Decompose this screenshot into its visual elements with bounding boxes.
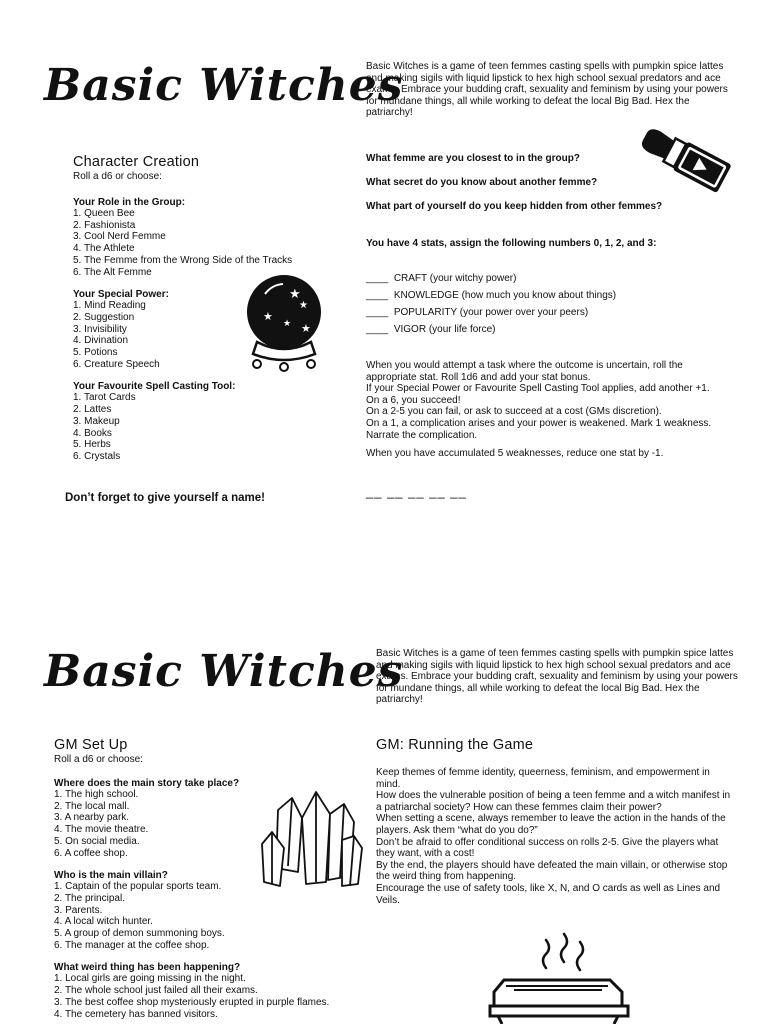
list-item: 6. The manager at the coffee shop.: [54, 939, 210, 951]
crystals-icon: [258, 788, 364, 890]
tool-heading: Your Favourite Spell Casting Tool:: [73, 381, 236, 393]
list-item: 3. Makeup: [73, 415, 120, 427]
question-item: What part of yourself do you keep hidden from other femmes?: [366, 201, 663, 212]
list-item: 1. The high school.: [54, 789, 139, 800]
bottom-logo: Basic Witches: [44, 646, 404, 697]
list-item: 1. Queen Bee: [73, 208, 135, 219]
rule-line: If your Special Power or Favourite Spell Casting Tool applies, add another +1.: [366, 383, 710, 395]
svg-text:★: ★: [301, 322, 311, 335]
svg-text:★: ★: [283, 319, 292, 329]
list-item: 4. Divination: [73, 335, 129, 347]
role-list: [73, 208, 343, 278]
stat-blank[interactable]: ____: [366, 324, 389, 335]
list-item: 3. A nearby park.: [54, 812, 130, 824]
rules-block: [366, 360, 722, 460]
list-item: 1. Captain of the popular sports team.: [54, 881, 222, 893]
stat-blank[interactable]: ____: [366, 290, 389, 301]
list-item: 5. Herbs: [73, 439, 111, 451]
top-intro: Basic Witches is a game of teen femmes casting spells with pumpkin spice lattes and making sigils with liquid lipstick to hex high school sexual predators and ace exams. Embrace your budding craft, sexuality and feminism by using your powers for mundane things, all while working to defeat the local Big Bad. Hex the patriarchy!: [366, 61, 728, 119]
question-item: What secret do you know about another femme?: [366, 177, 598, 188]
list-item: 4. The Athlete: [73, 243, 135, 255]
stat-blank[interactable]: ____: [366, 307, 389, 318]
list-item: 4. Books: [73, 427, 112, 439]
list-item: 1. Local girls are going missing in the night.: [54, 973, 246, 985]
character-creation-title: Character Creation: [73, 154, 200, 170]
stat-knowledge: [366, 287, 736, 304]
list-item: 6. Crystals: [73, 450, 121, 462]
list-item: 2. Fashionista: [73, 219, 136, 231]
top-logo: Basic Witches: [44, 60, 404, 111]
list-item: 5. The Femme from the Wrong Side of the Tracks: [73, 254, 293, 266]
running-line: How does the vulnerable position of being a teen femme and a witch manifest in a patriarchal society? How can these femmes claim their power?: [376, 790, 731, 813]
list-item: 3. Invisibility: [73, 323, 127, 335]
running-line: Don’t be afraid to offer conditional success on rolls 2-5. Give the players what they want, with a cost!: [376, 836, 719, 860]
list-item: 3. Cool Nerd Femme: [73, 231, 166, 243]
list-item: 6. A coffee shop.: [54, 847, 128, 859]
stat-label: CRAFT (your witchy power): [393, 273, 517, 284]
list-item: 6. Creature Speech: [73, 358, 160, 370]
villain-list: [54, 881, 354, 951]
list-item: 1. Tarot Cards: [73, 392, 136, 404]
running-line: Keep themes of femme identity, queerness, feminism, and empowerment in mind.: [376, 767, 710, 790]
rule-line: On a 2-5 you can fail, or ask to succeed at a cost (GMs discretion).: [366, 406, 662, 418]
bottom-intro: Basic Witches is a game of teen femmes casting spells with pumpkin spice lattes and making sigils with liquid lipstick to hex high school sexual predators and ace exams. Embrace your budding craft, sexuality and feminism by using your powers for mundane things, all while working to defeat the local Big Bad. Hex the patriarchy!: [376, 648, 738, 706]
stat-label: KNOWLEDGE (how much you know about things): [393, 290, 617, 301]
list-item: 4. The movie theatre.: [54, 824, 149, 836]
svg-text:★: ★: [289, 287, 301, 302]
gm-setup-subtitle: Roll a d6 or choose:: [54, 754, 143, 765]
crystal-ball-icon: [243, 274, 327, 370]
list-item: 4. A local witch hunter.: [54, 916, 153, 928]
coffee-cup-icon: [484, 932, 634, 1024]
gm-running-title: GM: Running the Game: [376, 737, 534, 753]
weird-heading: What weird thing has been happening?: [54, 962, 241, 974]
rule-line: On a 1, a complication arises and your power is weakened. Mark 1 weakness. Narrate the complication.: [366, 417, 712, 441]
list-item: 2. The principal.: [54, 892, 125, 904]
svg-text:★: ★: [299, 300, 308, 311]
stat-craft: [366, 270, 736, 287]
stats-list: [366, 270, 736, 338]
list-item: 5. On social media.: [54, 835, 140, 847]
list-item: 3. The best coffee shop mysteriously erupted in purple flames.: [54, 996, 330, 1008]
list-item: 4. The cemetery has banned visitors.: [54, 1008, 218, 1020]
power-heading: Your Special Power:: [73, 289, 169, 301]
place-heading: Where does the main story take place?: [54, 778, 240, 789]
question-item: What femme are you closest to in the group?: [366, 153, 580, 164]
running-line: Encourage the use of safety tools, like X, N, and O cards as well as Lines and Veils.: [376, 882, 721, 906]
rule-line: When you would attempt a task where the outcome is uncertain, roll the appropriate stat. Roll 1d6 and add your stat bonus.: [366, 360, 683, 383]
list-item: 3. Parents.: [54, 904, 103, 916]
gm-running-body: [376, 767, 732, 906]
tool-list: [73, 392, 343, 462]
role-heading: Your Role in the Group:: [73, 197, 186, 208]
villain-heading: Who is the main villain?: [54, 870, 168, 882]
gm-running-section: [376, 737, 732, 906]
stats-heading: You have 4 stats, assign the following numbers 0, 1, 2, and 3:: [366, 238, 657, 249]
weakness-rule: When you have accumulated 5 weaknesses, reduce one stat by -1.: [366, 448, 664, 460]
stat-label: POPULARITY (your power over your peers): [393, 307, 589, 318]
list-item: 6. The Alt Femme: [73, 266, 152, 278]
list-item: 2. Suggestion: [73, 311, 135, 323]
list-item: 2. The local mall.: [54, 800, 130, 812]
stat-popularity: [366, 304, 736, 321]
name-reminder: Don’t forget to give yourself a name!: [65, 492, 265, 504]
stat-vigor: [366, 321, 736, 338]
stat-label: VIGOR (your life force): [393, 324, 496, 335]
list-item: 1. Mind Reading: [73, 300, 146, 312]
weird-list: [54, 973, 354, 1020]
list-item: 2. Lattes: [73, 404, 112, 416]
weakness-tracker[interactable]: __ __ __ __ __: [366, 484, 467, 499]
running-line: By the end, the players should have defeated the main villain, or otherwise stop the weird thing from happening.: [376, 859, 728, 883]
gm-setup-title: GM Set Up: [54, 737, 128, 753]
running-line: When setting a scene, always remember to leave the action in the hands of the players. Ask them “what do you do?”: [376, 813, 726, 836]
questions-section: [366, 153, 736, 212]
list-item: 2. The whole school just failed all their exams.: [54, 985, 258, 997]
list-item: 5. A group of demon summoning boys.: [54, 928, 225, 940]
list-item: 5. Potions: [73, 347, 118, 359]
character-creation-subtitle: Roll a d6 or choose:: [73, 171, 162, 182]
rule-line: On a 6, you succeed!: [366, 394, 461, 406]
stat-blank[interactable]: ____: [366, 273, 389, 284]
svg-text:★: ★: [263, 310, 273, 323]
